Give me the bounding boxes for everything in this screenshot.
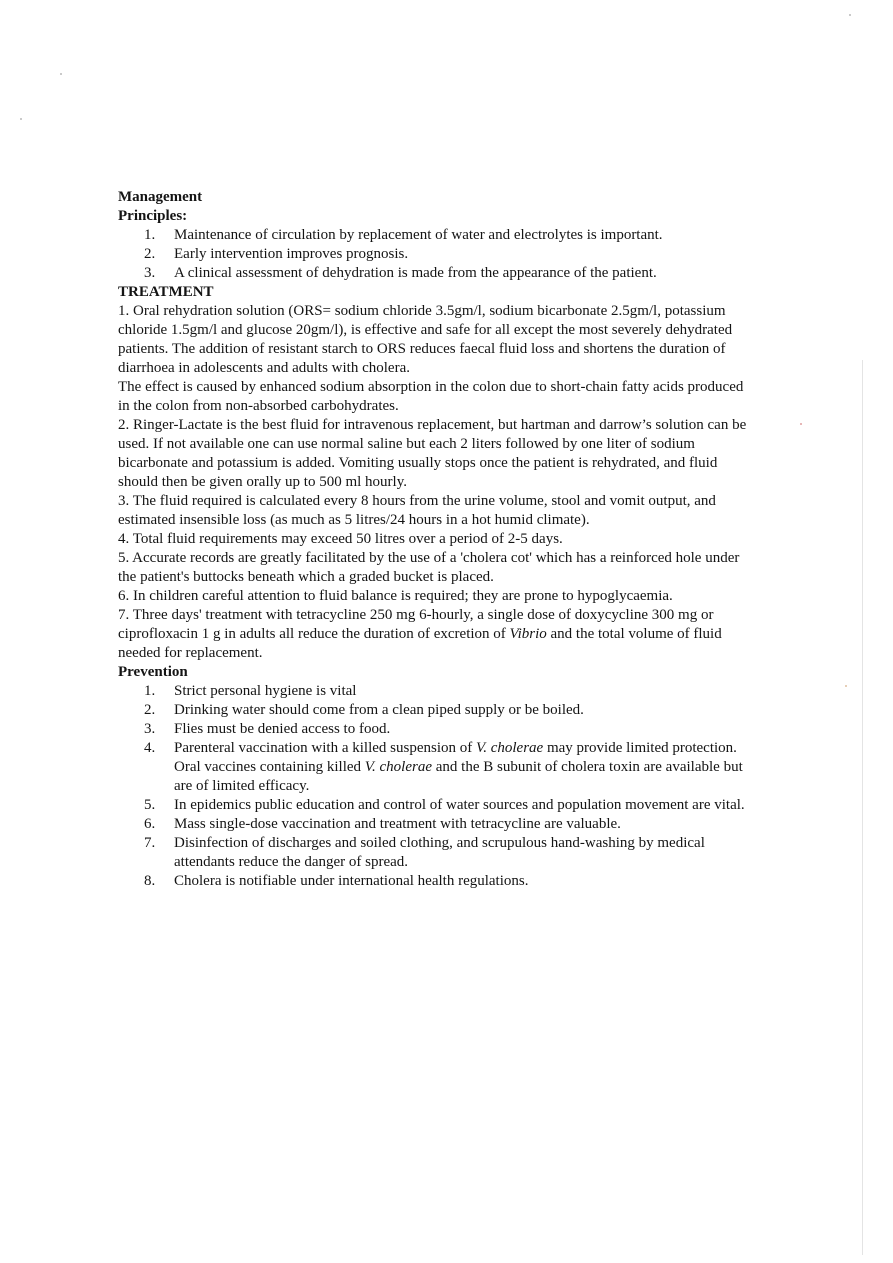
list-item (118, 264, 748, 283)
list-item (118, 701, 748, 720)
list-number: 4. (144, 740, 156, 756)
list-number: 1. (144, 683, 156, 699)
list-item (118, 796, 748, 815)
italic-term: V. cholerae (364, 759, 432, 775)
list-number: 1. (144, 227, 156, 243)
treatment-paragraph: 1. Oral rehydration solution (ORS= sodium chloride 3.5gm/l, sodium bicarbonate 2.5gm/l, potassium chloride 1.5gm/l and glucose 20gm/l), is effective and safe for all except the most severely dehydrated patients. The addition of resistant starch to ORS reduces faecal fluid loss and shortens the duration of diarrhoea in adolescents and adults with cholera. (118, 303, 733, 376)
italic-term: Vibrio (509, 626, 547, 642)
list-number: 8. (144, 873, 156, 889)
treatment-paragraph (118, 606, 748, 663)
treatment-paragraph: The effect is caused by enhanced sodium absorption in the colon due to short-chain fatty acids produced in the colon from non-absorbed carbohydrates. (118, 379, 744, 414)
list-number: 3. (144, 265, 156, 281)
list-text: Cholera is notifiable under international health regulations. (174, 873, 529, 889)
principles-heading: Principles: (118, 208, 188, 224)
text-run: may provide limited protection. Oral vaccines containing killed (174, 740, 737, 775)
treatment-paragraph: 4. Total fluid requirements may exceed 50 litres over a period of 2-5 days. (118, 531, 563, 547)
italic-term: V. cholerae (476, 740, 544, 756)
list-text: Flies must be denied access to food. (174, 721, 391, 737)
principles-list (118, 226, 748, 283)
list-text: Drinking water should come from a clean piped supply or be boiled. (174, 702, 584, 718)
list-item (118, 245, 748, 264)
page-edge-line (862, 360, 863, 1255)
management-heading: Management (118, 189, 203, 205)
list-text: In epidemics public education and control of water sources and population movement are vital. (174, 797, 745, 813)
list-item (118, 739, 748, 796)
scan-speck (849, 14, 851, 16)
list-item (118, 834, 748, 872)
list-item (118, 226, 748, 245)
text-run: 7. Three days' treatment with tetracycline 250 mg 6-hourly, a single dose of doxycycline 300 mg or ciprofloxacin 1 g in adults all reduce the duration of excretion of (118, 607, 714, 642)
list-number: 3. (144, 721, 156, 737)
treatment-paragraph: 3. The fluid required is calculated every 8 hours from the urine volume, stool and vomit output, and estimated insensible loss (as much as 5 litres/24 hours in a hot humid climate). (118, 493, 716, 528)
prevention-list (118, 682, 748, 891)
list-number: 6. (144, 816, 156, 832)
list-text: A clinical assessment of dehydration is made from the appearance of the patient. (174, 265, 657, 281)
scan-speck (800, 423, 802, 425)
list-text: Disinfection of discharges and soiled clothing, and scrupulous hand-washing by medical attendants reduce the danger of spread. (174, 835, 705, 870)
treatment-paragraph: 2. Ringer-Lactate is the best fluid for intravenous replacement, but hartman and darrow’s solution can be used. If not available one can use normal saline but each 2 liters followed by one liter of sodium bicarbonate and potassium is added. Vomiting usually stops once the patient is rehydrated, and fluid should then be given orally up to 500 ml hourly. (118, 417, 747, 490)
text-run: and the B subunit of cholera toxin are available but are of limited efficacy. (174, 759, 743, 794)
list-number: 5. (144, 797, 156, 813)
list-item (118, 682, 748, 701)
prevention-heading: Prevention (118, 664, 188, 680)
text-run: and the total volume of fluid needed for replacement. (118, 626, 722, 661)
list-number: 2. (144, 702, 156, 718)
list-number: 7. (144, 835, 156, 851)
scan-speck (60, 73, 62, 75)
text-run: Parenteral vaccination with a killed suspension of (174, 740, 476, 756)
list-text: Strict personal hygiene is vital (174, 683, 357, 699)
list-text: Early intervention improves prognosis. (174, 246, 409, 262)
treatment-heading: TREATMENT (118, 284, 214, 300)
list-text: Maintenance of circulation by replacement of water and electrolytes is important. (174, 227, 663, 243)
list-item (118, 872, 748, 891)
list-item (118, 815, 748, 834)
scan-speck (845, 685, 847, 687)
document-body (118, 188, 748, 891)
list-number: 2. (144, 246, 156, 262)
list-text: Mass single-dose vaccination and treatment with tetracycline are valuable. (174, 816, 621, 832)
treatment-paragraph: 6. In children careful attention to fluid balance is required; they are prone to hypoglycaemia. (118, 588, 673, 604)
treatment-paragraph: 5. Accurate records are greatly facilitated by the use of a 'cholera cot' which has a reinforced hole under the patient's buttocks beneath which a graded bucket is placed. (118, 550, 740, 585)
scan-speck (20, 118, 22, 120)
list-item (118, 720, 748, 739)
